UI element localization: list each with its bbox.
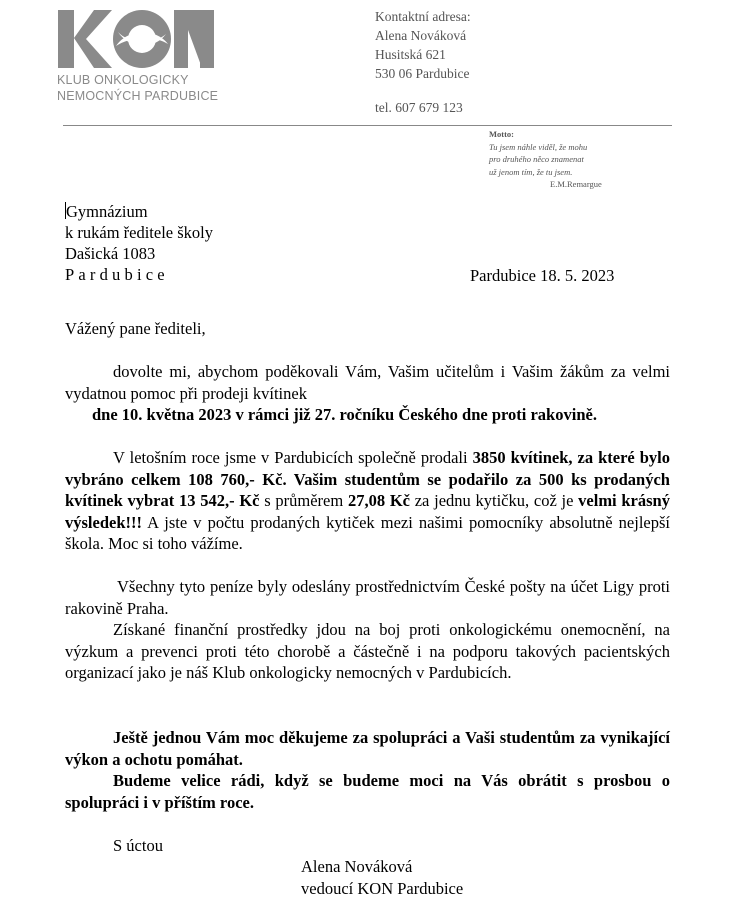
motto-line-2: pro druhého něco znamenat [489,154,584,164]
motto [489,128,602,191]
future-text: Budeme velice rádi, když se budeme moci na Vás obrátit s prosbou o spolupráci i v příštím roce. [65,771,670,812]
signature [301,856,463,900]
results-text-4: A jste v počtu prodaných kytiček mezi našimi pomocníky absolutně nejlepší škola. Moc si toho vážíme. [65,512,670,553]
paragraph-results [65,447,670,555]
contact-label: Kontaktní adresa: [375,9,471,24]
recipient-line-2: k rukám ředitele školy [65,223,214,242]
closing: S úctou [113,836,163,855]
paragraph-transfer: Všechny tyto peníze byly odeslány prostřednictvím České pošty na účet Ligy proti rakovině Praha. [65,577,670,618]
recipient-line-3: Dašická 1083 [65,244,156,263]
event-date-text: dne 10. května 2023 v rámci již 27. ročníku Českého dne proti rakovině. [92,405,597,424]
recipient-line-1: Gymnázium [66,202,148,221]
contact-address [375,7,471,117]
signature-name: Alena Nováková [301,857,413,876]
header-rule [63,125,672,126]
contact-phone: tel. 607 679 123 [375,100,463,115]
logo-wordmark [57,72,218,104]
paragraph-gratitude [65,727,670,770]
signature-title: vedoucí KON Pardubice [301,879,464,898]
contact-name: Alena Nováková [375,28,467,43]
gratitude-text: Ještě jednou Vám moc děkujeme za spolupráci a Vaši studentům za vynikající výkon a ochotu pomáhat. [65,728,670,769]
recipient-line-4: Pardubice [65,265,169,284]
results-average: 27,08 Kč [347,491,410,510]
results-total: 3850 kvítinek, za které bylo vybráno celkem 108 760,- Kč. Vašim studentům se podařilo za 500 ks prodaných kvítinek vybrat 13 542,- Kč [65,448,670,510]
logo-line-2: NEMOCNÝCH PARDUBICE [57,89,219,103]
motto-line-3: už jenom tím, že tu jsem. [489,166,573,177]
motto-line-1: Tu jsem náhle viděl, že mohu [489,141,588,152]
results-text-2: s průměrem [259,491,348,510]
recipient-address [65,201,213,285]
motto-label: Motto: [489,129,515,139]
paragraph-funds: Získané finanční prostředky jdou na boj proti onkologickému onemocnění, na výzkum a prevenci proti této chorobě a částečně i na podporu takových pacientských organizací jako je náš Klub onkologicky nemocných v Pardubicích. [65,620,670,682]
results-text-3: za jednu kytičku, což je [409,491,579,510]
paragraph-future [65,770,670,813]
motto-author: E.M.Remargue [550,179,602,189]
contact-street: Husitská 621 [375,47,446,62]
results-praise: velmi krásný výsledek!!! [65,491,670,532]
greeting: Vážený pane řediteli, [65,319,206,338]
paragraph-thanks [65,361,670,404]
logo-line-1: KLUB ONKOLOGICKY [57,73,189,87]
paragraph-event [65,404,670,426]
contact-city: 530 06 Pardubice [375,66,470,81]
paragraph-thanks-text: dovolte mi, abychom poděkovali Vám, Vašim učitelům i Vašim žákům za velmi vydatnou pomoc při prodeji kvítinek [65,362,670,403]
results-text-1: V letošním roce jsme v Pardubicích společně prodali [113,448,473,467]
letter-date: Pardubice 18. 5. 2023 [470,266,615,285]
